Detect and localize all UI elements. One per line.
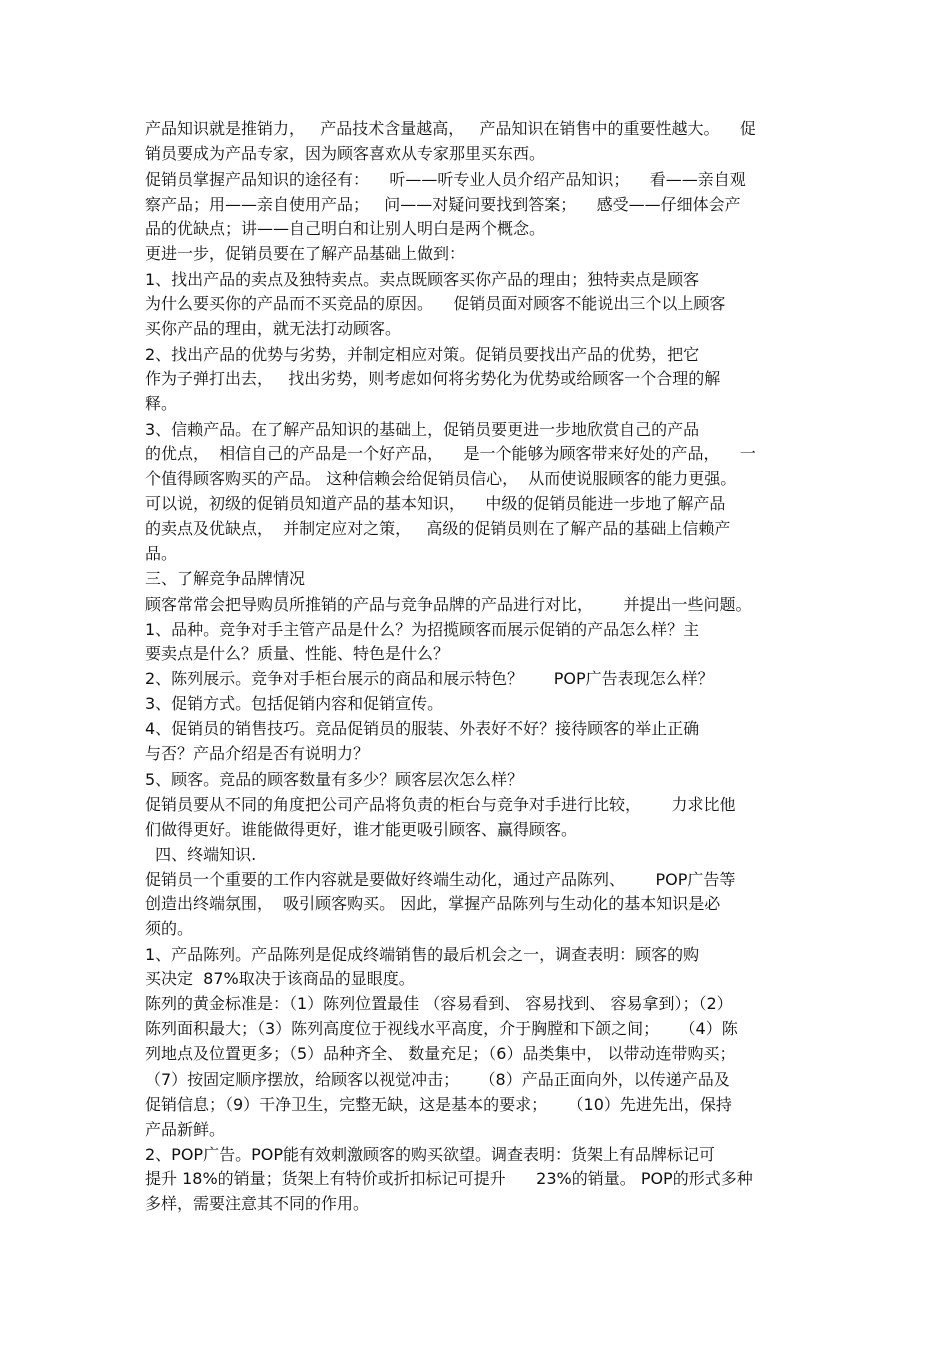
- text-line: 为什么要买你的产品而不买竞品的原因。 促销员面对顾客不能说出三个以上顾客: [145, 294, 726, 313]
- text-line: 作为子弹打出去， 找出劣势，则考虑如何将劣势化为优势或给顾客一个合理的解: [145, 369, 721, 388]
- text-line: 买你产品的理由，就无法打动顾客。: [145, 319, 402, 338]
- section-heading: 三、了解竞争品牌情况: [145, 569, 306, 588]
- text-line: 5、顾客。竞品的顾客数量有多少？顾客层次怎么样？: [145, 770, 524, 789]
- text-line: 1、找出产品的卖点及独特卖点。卖点既顾客买你产品的理由；独特卖点是顾客: [145, 270, 700, 289]
- text-line: 促销员掌握产品知识的途径有： 听——听专业人员介绍产品知识； 看——亲自观: [145, 170, 746, 189]
- text-line: 2、找出产品的优势与劣势，并制定相应对策。促销员要找出产品的优势，把它: [145, 345, 700, 364]
- text-line: 的卖点及优缺点， 并制定应对之策， 高级的促销员则在了解产品的基础上信赖产: [145, 519, 731, 538]
- text-line: 多样，需要注意其不同的作用。: [145, 1194, 370, 1213]
- text-line: 须的。: [145, 919, 194, 938]
- text-line: 2、POP广告。POP能有效刺激顾客的购买欲望。调查表明：货架上有品牌标记可: [145, 1145, 715, 1164]
- text-line: 促销信息；（9）干净卫生，完整无缺，这是基本的要求； （10）先进先出，保持: [145, 1095, 732, 1114]
- text-line: 品的优缺点；讲——自己明白和让别人明白是两个概念。: [145, 219, 546, 238]
- text-line: 4、促销员的销售技巧。竞品促销员的服装、外表好不好？接待顾客的举止正确: [145, 719, 700, 738]
- text-line: 要卖点是什么？质量、性能、特色是什么？: [145, 644, 450, 663]
- text-line: 可以说，初级的促销员知道产品的基本知识， 中级的促销员能进一步地了解产品: [145, 494, 726, 513]
- text-line: 1、品种。竞争对手主管产品是什么？为招揽顾客而展示促销的产品怎么样？主: [145, 620, 700, 639]
- text-line: 1、产品陈列。产品陈列是促成终端销售的最后机会之一，调查表明：顾客的购: [145, 945, 700, 964]
- text-line: 产品知识就是推销力， 产品技术含量越高， 产品知识在销售中的重要性越大。 促: [145, 119, 756, 138]
- text-line: 的优点， 相信自己的产品是一个好产品， 是一个能够为顾客带来好处的产品， 一: [145, 444, 756, 463]
- text-line: 买决定 87%取决于该商品的显眼度。: [145, 969, 415, 988]
- text-line: 创造出终端氛围， 吸引顾客购买。 因此，掌握产品陈列与生动化的基本知识是必: [145, 894, 721, 913]
- section-heading: 四、终端知识.: [145, 845, 257, 864]
- text-line: 促销员要从不同的角度把公司产品将负责的柜台与竞争对手进行比较， 力求比他: [145, 795, 736, 814]
- text-line: （7）按固定顺序摆放，给顾客以视觉冲击； （8）产品正面向外，以传递产品及: [145, 1070, 730, 1089]
- text-line: 销员要成为产品专家，因为顾客喜欢从专家那里买东西。: [145, 144, 546, 163]
- text-line: 产品新鲜。: [145, 1120, 226, 1139]
- text-line: 品。: [145, 544, 178, 563]
- text-line: 陈列面积最大；（3）陈列高度位于视线水平高度，介于胸膛和下颌之间； （4）陈: [145, 1019, 738, 1038]
- text-line: 个值得顾客购买的产品。 这种信赖会给促销员信心， 从而使说服顾客的能力更强。: [145, 469, 737, 488]
- text-line: 3、促销方式。包括促销内容和促销宣传。: [145, 694, 444, 713]
- text-line: 促销员一个重要的工作内容就是要做好终端生动化，通过产品陈列、 POP广告等: [145, 870, 736, 889]
- text-line: 们做得更好。谁能做得更好，谁才能更吸引顾客、赢得顾客。: [145, 820, 578, 839]
- text-line: 3、信赖产品。在了解产品知识的基础上，促销员要更进一步地欣赏自己的产品: [145, 420, 700, 439]
- text-line: 2、陈列展示。竞争对手柜台展示的商品和展示特色？ POP广告表现怎么样？: [145, 669, 714, 688]
- text-line: 列地点及位置更多；（5）品种齐全、 数量充足；（6）品类集中， 以带动连带购买；: [145, 1044, 736, 1063]
- text-line: 察产品；用——亲自使用产品； 问——对疑问要找到答案； 感受——仔细体会产: [145, 195, 741, 214]
- text-line: 提升 18%的销量；货架上有特价或折扣标记可提升 23%的销量。 POP的形式多种: [145, 1169, 753, 1188]
- text-line: 更进一步，促销员要在了解产品基础上做到：: [145, 244, 466, 263]
- text-line: 陈列的黄金标准是：（1）陈列位置最佳 （容易看到、 容易找到、 容易拿到）；（2）: [145, 994, 733, 1013]
- text-line: 释。: [145, 394, 178, 413]
- text-line: 顾客常常会把导购员所推销的产品与竞争品牌的产品进行对比， 并提出一些问题。: [145, 595, 752, 614]
- text-line: 与否？产品介绍是否有说明力？: [145, 744, 370, 763]
